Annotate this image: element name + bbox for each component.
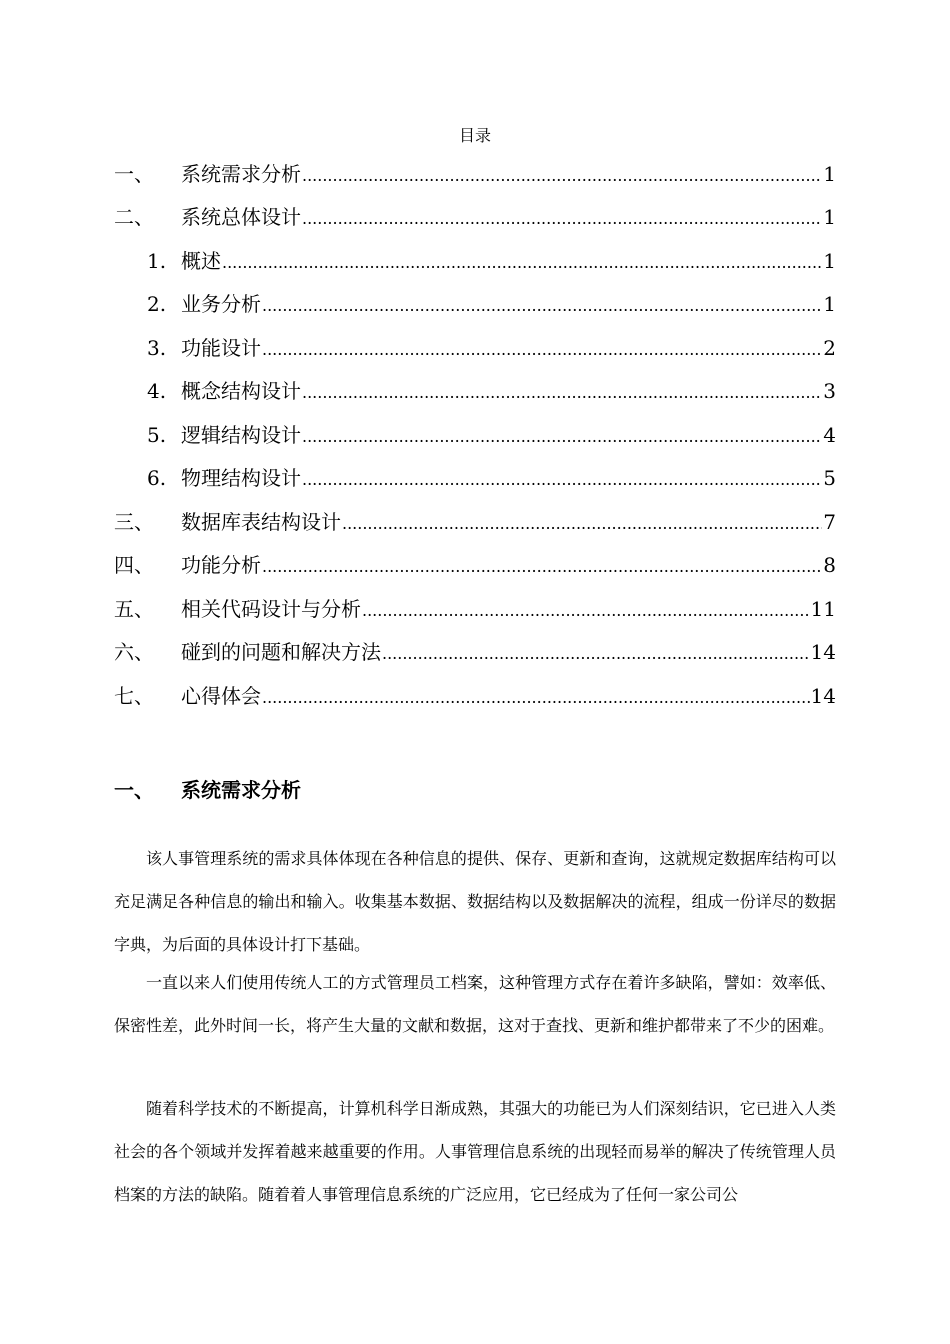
toc-entry-label: 概念结构设计 [181, 379, 301, 403]
toc-entry-page: 14 [810, 684, 836, 708]
toc-entry-label: 心得体会 [181, 684, 261, 708]
toc-subentry[interactable] [147, 331, 836, 365]
toc-entry-label: 功能分析 [181, 553, 261, 577]
toc-entry[interactable] [114, 679, 836, 713]
toc-leader-dots [302, 420, 822, 454]
toc-entry-label: 碰到的问题和解决方法 [181, 640, 381, 664]
toc-entry-number: 一、 [114, 162, 154, 186]
toc-entry-number: 3. [147, 336, 167, 360]
toc-leader-dots [262, 333, 822, 367]
toc-leader-dots [302, 376, 822, 410]
toc-leader-dots [302, 159, 822, 193]
toc-entry-page: 14 [810, 640, 836, 664]
section-heading-title: 系统需求分析 [181, 778, 301, 802]
section-heading [114, 774, 301, 806]
toc-leader-dots [222, 246, 822, 280]
toc-entry-page: 3 [823, 379, 836, 403]
toc-entry-label: 概述 [181, 249, 221, 273]
toc-entry-number: 四、 [114, 553, 154, 577]
toc-entry-page: 1 [823, 205, 836, 229]
toc-entry-page: 11 [810, 597, 836, 621]
toc-entry[interactable] [114, 548, 836, 582]
toc-subentry[interactable] [147, 374, 836, 408]
body-paragraph: 一直以来人们使用传统人工的方式管理员工档案，这种管理方式存在着许多缺陷，譬如：效率低、保密性差，此外时间一长，将产生大量的文献和数据，这对于查找、更新和维护都带来了不少的困难。 [114, 973, 836, 1035]
toc-entry-number: 六、 [114, 640, 154, 664]
toc-entry[interactable] [114, 635, 836, 669]
toc-title: 目录 [458, 126, 491, 145]
toc-entry-label: 系统总体设计 [181, 205, 301, 229]
toc-leader-dots [302, 202, 822, 236]
toc-subentry[interactable] [147, 287, 836, 321]
toc-entry-number: 6. [147, 466, 167, 490]
toc-entry-page: 4 [823, 423, 836, 447]
toc-entry-label: 物理结构设计 [181, 466, 301, 490]
toc-leader-dots [342, 507, 822, 541]
toc-entry-number: 七、 [114, 684, 154, 708]
toc-entry[interactable] [114, 200, 836, 234]
toc-leader-dots [362, 594, 810, 628]
toc-entry-number: 4. [147, 379, 167, 403]
body-paragraph: 该人事管理系统的需求具体体现在各种信息的提供、保存、更新和查询，这就规定数据库结构可以充足满足各种信息的输出和输入。收集基本数据、数据结构以及数据解决的流程，组成一份详尽的数据字典，为后面的具体设计打下基础。 [114, 849, 836, 954]
toc-leader-dots [262, 550, 822, 584]
section-heading-number: 一、 [114, 778, 154, 802]
toc-leader-dots [382, 637, 810, 671]
body-paragraph: 随着科学技术的不断提高，计算机科学日渐成熟，其强大的功能已为人们深刻结识，它已进入人类社会的各个领域并发挥着越来越重要的作用。人事管理信息系统的出现轻而易举的解决了传统管理人员档案的方法的缺陷。随着着人事管理信息系统的广泛应用，它已经成为了任何一家公司公 [114, 1099, 836, 1204]
toc-leader-dots [262, 289, 822, 323]
toc-entry-label: 系统需求分析 [181, 162, 301, 186]
toc-entry-label: 业务分析 [181, 292, 261, 316]
toc-entry[interactable] [114, 592, 836, 626]
toc-entry-label: 相关代码设计与分析 [181, 597, 361, 621]
toc-entry-label: 逻辑结构设计 [181, 423, 301, 447]
toc-entry-number: 五、 [114, 597, 154, 621]
toc-leader-dots [262, 681, 810, 715]
toc-entry[interactable] [114, 505, 836, 539]
toc-entry-page: 8 [823, 553, 836, 577]
toc-entry-number: 二、 [114, 205, 154, 229]
toc-subentry[interactable] [147, 461, 836, 495]
toc-entry[interactable] [114, 157, 836, 191]
toc-entry-number: 三、 [114, 510, 154, 534]
toc-entry-number: 5. [147, 423, 167, 447]
toc-entry-label: 功能设计 [181, 336, 261, 360]
toc-entry-page: 1 [823, 292, 836, 316]
toc-subentry[interactable] [147, 418, 836, 452]
toc-subentry[interactable] [147, 244, 836, 278]
toc-entry-number: 2. [147, 292, 167, 316]
toc-leader-dots [302, 463, 822, 497]
toc-entry-page: 5 [823, 466, 836, 490]
toc-entry-page: 7 [823, 510, 836, 534]
toc-entry-label: 数据库表结构设计 [181, 510, 341, 534]
toc-entry-page: 2 [823, 336, 836, 360]
toc-entry-page: 1 [823, 249, 836, 273]
toc-entry-number: 1. [147, 249, 167, 273]
toc-entry-page: 1 [823, 162, 836, 186]
